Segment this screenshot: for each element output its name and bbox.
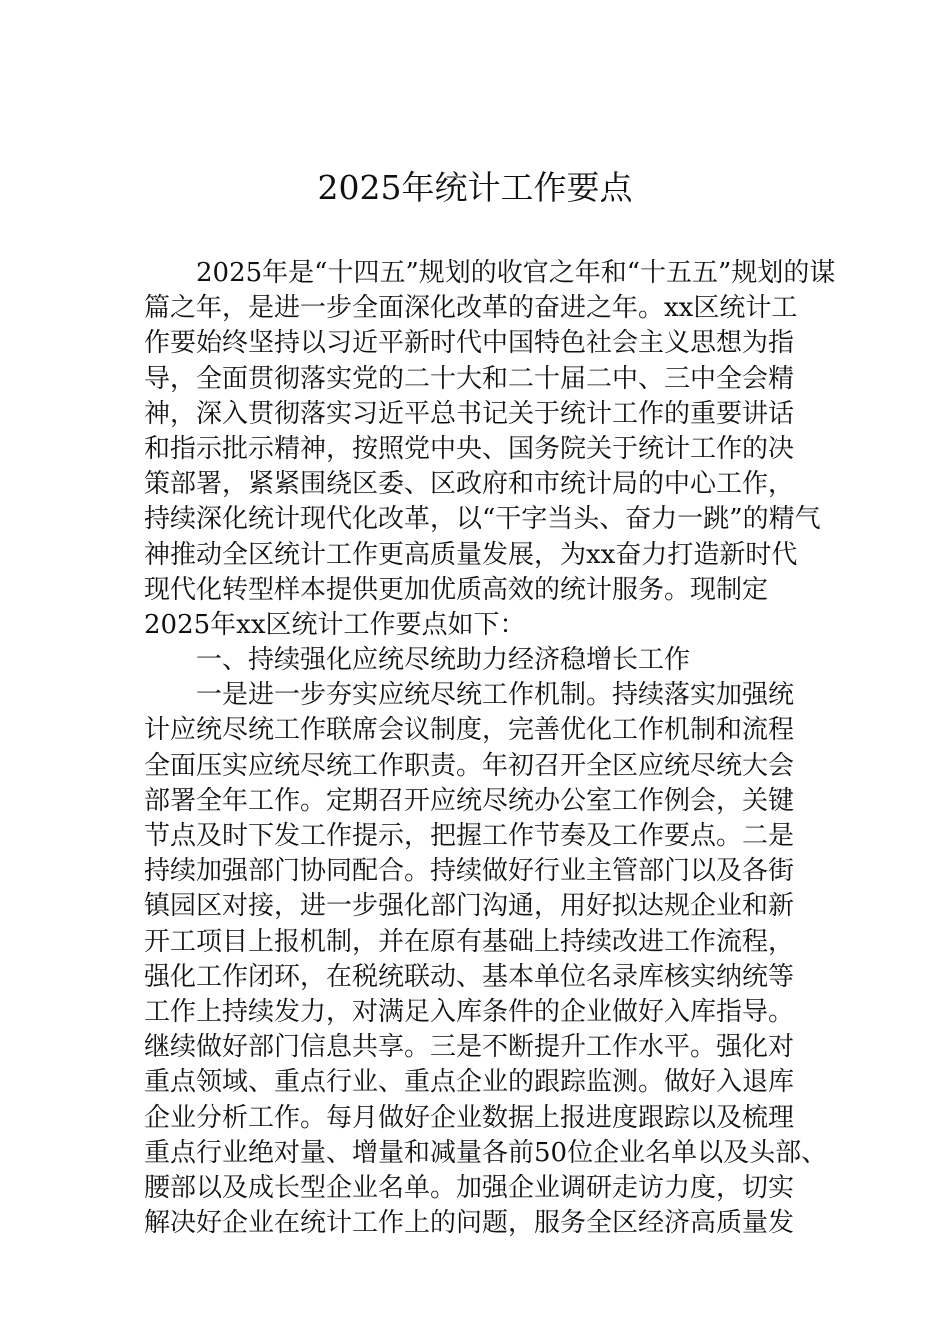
paragraph-line: 工作上持续发力，对满足入库条件的企业做好入库指导。 — [144, 996, 795, 1027]
paragraph-line: 导，全面贯彻落实党的二十大和二十届二中、三中全会精 — [144, 363, 795, 394]
paragraph-line: 神，深入贯彻落实习近平总书记关于统计工作的重要讲话 — [144, 398, 795, 429]
paragraph-line: 持续深化统计现代化改革，以“干字当头、奋力一跳”的精气 — [144, 504, 821, 535]
paragraph-line: 计应统尽统工作联席会议制度，完善优化工作机制和流程 — [144, 715, 795, 746]
paragraph-line: 全面压实应统尽统工作职责。年初召开全区应统尽统大会 — [144, 750, 795, 781]
paragraph-line: 镇园区对接，进一步强化部门沟通，用好拟达规企业和新 — [144, 891, 795, 922]
paragraph-line: 和指示批示精神，按照党中央、国务院关于统计工作的决 — [144, 433, 795, 464]
paragraph-line: 神推动全区统计工作更高质量发展，为xx奋力打造新时代 — [144, 539, 798, 570]
paragraph-line: 一是进一步夯实应统尽统工作机制。持续落实加强统 — [196, 680, 795, 711]
paragraph-line: 篇之年，是进一步全面深化改革的奋进之年。xx区统计工 — [144, 293, 798, 324]
paragraph-line: 开工项目上报机制，并在原有基础上持续改进工作流程， — [144, 926, 795, 957]
paragraph-line: 企业分析工作。每月做好企业数据上报进度跟踪以及梳理 — [144, 1102, 795, 1133]
paragraph-line: 重点领域、重点行业、重点企业的跟踪监测。做好入退库 — [144, 1067, 795, 1098]
paragraph-line: 持续加强部门协同配合。持续做好行业主管部门以及各街 — [144, 856, 795, 887]
paragraph-line: 策部署，紧紧围绕区委、区政府和市统计局的中心工作， — [144, 469, 795, 500]
paragraph-line: 部署全年工作。定期召开应统尽统办公室工作例会，关键 — [144, 785, 795, 816]
section-heading: 一、持续强化应统尽统助力经济稳增长工作 — [196, 645, 691, 676]
paragraph-line: 重点行业绝对量、增量和减量各前50位企业名单以及头部、 — [144, 1137, 828, 1168]
paragraph-line: 继续做好部门信息共享。三是不断提升工作水平。强化对 — [144, 1032, 795, 1063]
paragraph-line: 作要始终坚持以习近平新时代中国特色社会主义思想为指 — [144, 328, 795, 359]
document-title: 2025年统计工作要点 — [317, 168, 633, 207]
document-body — [144, 256, 836, 1241]
paragraph-line: 节点及时下发工作提示，把握工作节奏及工作要点。二是 — [144, 821, 795, 851]
paragraph-line: 强化工作闭环，在税统联动、基本单位名录库核实纳统等 — [144, 961, 795, 992]
paragraph-line: 2025年xx区统计工作要点如下： — [144, 609, 526, 640]
paragraph-line: 腰部以及成长型企业名单。加强企业调研走访力度，切实 — [144, 1172, 795, 1203]
paragraph-line: 现代化转型样本提供更加优质高效的统计服务。现制定 — [144, 574, 769, 605]
paragraph-line: 解决好企业在统计工作上的问题，服务全区经济高质量发 — [144, 1208, 795, 1239]
paragraph-line: 2025年是“十四五”规划的收官之年和“十五五”规划的谋 — [196, 258, 836, 288]
